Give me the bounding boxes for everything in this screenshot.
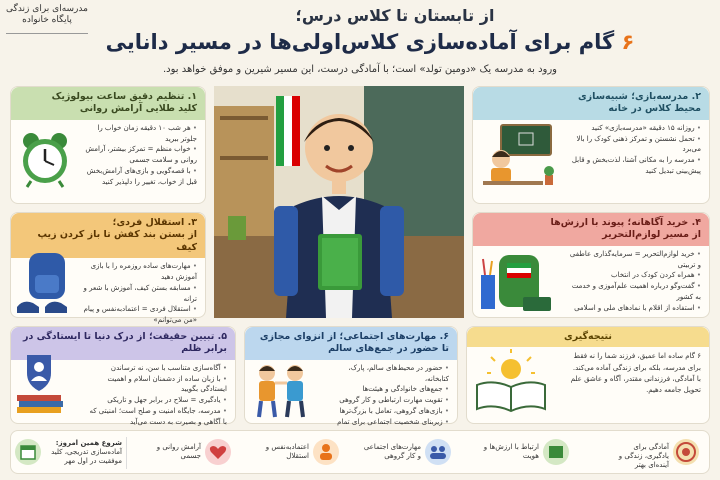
schoolboy-illustration: [214, 86, 464, 318]
benefit-label: ارتباط با ارزش‌ها و هویت: [483, 443, 539, 461]
card-4-title: ۴. خرید آگاهانه؛ پیوند با ارزش‌ها از مسیر لوازم‌التحریر: [473, 213, 709, 246]
card-step-5: [10, 326, 236, 424]
benefit-label: اعتماد‌به‌نفس و استقلال: [265, 443, 309, 461]
benefit-label: آمادگی برای یادگیری، زندگی و آینده‌ای بهتر: [618, 443, 669, 470]
alarm-clock-icon: [17, 129, 73, 189]
children-playing-icon: [249, 359, 313, 421]
card-step-3: [10, 212, 206, 325]
benefit-calm: [141, 437, 231, 469]
benefit-social: [351, 437, 451, 469]
conclusion-title: نتیجه‌گیری: [467, 327, 709, 347]
target-icon: [673, 439, 699, 465]
card-1-title: ۱. تنظیم دقیق ساعت بیولوژیک کلید طلایی آرامش روانی: [11, 87, 205, 120]
logo-line1: مدرسه‌ای برای زندگی: [6, 4, 88, 14]
open-book-sun-icon: [473, 351, 549, 415]
calendar-icon: [15, 439, 41, 465]
hero-photo: [214, 86, 464, 318]
conclusion-text: ۶ گام ساده اما عمیق، فرزند شما را نه فقط برای مدرسه، بلکه برای زندگی آماده می‌کند. با آمادگی، فرزندانی مقتدر، آگاه و عاشق علم تحویل جامعه دهیم.: [570, 352, 701, 394]
list-item: • حضور در محیط‌های سالم، پارک، کتابخانه،: [325, 363, 449, 385]
benefit-label: آرامش روانی و جسمی: [156, 443, 201, 461]
card-2-list: [559, 120, 709, 177]
logo-line2: پایگاه خانواده: [22, 14, 72, 25]
book-icon: [543, 439, 569, 465]
list-item: • با زبان ساده از دشمنان اسلام و اهمیت ایستادگی بگویید: [87, 374, 227, 396]
list-item: • تحمل نشستن و تمرکز ذهنی کودک را بالا می‌برد: [567, 134, 701, 156]
backpack-shoes-icon: [15, 249, 75, 315]
benefit-learning: [579, 437, 699, 469]
list-item: • مهارت‌های ساده روزمره را با بازی آموزش دهید: [83, 261, 197, 283]
list-item: • مدرسه، جایگاه امنیت و صلح است؛ امنیتی که با آگاهی و بصیرت به دست می‌آید: [87, 406, 227, 428]
card-step-4: [472, 212, 710, 318]
card-3-title: ۳. استقلال فردی؛ از بستن بند کفش تا باز کردن زیپ کیف: [11, 213, 205, 258]
card-6-list: [317, 360, 457, 439]
list-item: • تقویت مهارت ارتباطی و کار گروهی: [325, 395, 449, 406]
list-item: • خرید لوازم‌التحریر = سرمایه‌گذاری عاطفی و تربیتی: [567, 249, 701, 271]
start-title: شروع همین امروز:: [55, 439, 122, 447]
card-6-title: ۶. مهارت‌های اجتماعی؛ از انزوای مجازی تا حضور در جمع‌های سالم: [245, 327, 457, 360]
card-3-list: [75, 258, 205, 326]
card-1-list: [75, 120, 205, 188]
card-step-2: [472, 86, 710, 204]
benefit-label: مهارت‌های اجتماعی و کار گروهی: [363, 443, 421, 461]
list-item: • روزانه ۱۵ دقیقه «مدرسه‌بازی» کنید: [567, 123, 701, 134]
card-5-title: ۵. تبیین حقیقت؛ از درک دنیا تا ایستادگی در برابر ظلم: [11, 327, 235, 360]
start-desc: آماده‌سازی تدریجی، کلید موفقیت در اول مهر: [51, 448, 122, 466]
title-line2: [60, 30, 680, 54]
list-item: • با قصه‌گویی و بازی‌های آرامش‌بخش قبل از خواب، تغییر را دلپذیر کنید: [83, 166, 197, 188]
list-item: • گفت‌وگو درباره اهمیت علم‌آموزی و خدمت به کشور: [567, 281, 701, 303]
person-icon: [313, 439, 339, 465]
list-item: • هر شب ۱۰ دقیقه زمان خواب را جلوتر ببرید: [83, 123, 197, 145]
list-item: • یادگیری = سلاح در برابر جهل و تاریکی: [87, 395, 227, 406]
heart-icon: [205, 439, 231, 465]
group-icon: [425, 439, 451, 465]
list-item: • مسابقه بستن کیف، آموزش با شعر و ترانه: [83, 283, 197, 305]
title-rest: گام برای آماده‌سازی کلاس‌اولی‌ها در مسیر دانایی: [105, 30, 615, 54]
list-item: • زیربنای شخصیت اجتماعی برای تمام: [325, 417, 449, 439]
card-4-list: [559, 246, 709, 314]
title-line1: از تابستان تا کلاس درس؛: [295, 6, 495, 25]
list-item: • همراه کردن کودک در انتخاب: [567, 270, 701, 281]
benefit-values: [459, 437, 569, 469]
card-step-6: [244, 326, 458, 424]
intro-text: ورود به مدرسه یک «دومین تولد» است؛ با آمادگی درست، این مسیر شیرین و موفق خواهد بود.: [162, 64, 558, 75]
list-item: • جمع‌های خانوادگی و هیئت‌ها: [325, 384, 449, 395]
start-text: [42, 439, 122, 466]
child-studying-icon: [479, 123, 555, 195]
title-number: ۶: [621, 30, 635, 54]
card-2-title: ۲. مدرسه‌بازی؛ شبیه‌سازی محیط کلاس در خانه: [473, 87, 709, 120]
bottom-benefits-bar: [10, 430, 710, 474]
list-item: • بازی‌های گروهی، تعامل با بزرگ‌ترها: [325, 406, 449, 417]
shield-books-icon: [15, 351, 71, 417]
list-item: • استفاده از اقلام با نمادهای ملی و اسلامی: [567, 303, 701, 314]
start-today: [15, 437, 127, 469]
list-item: • مدرسه را به مکانی آشنا، لذت‌بخش و قابل پیش‌بینی تبدیل کنید: [567, 155, 701, 177]
benefit-confidence: [244, 437, 339, 469]
list-item: • خواب منظم = تمرکز بیشتر، آرامش روانی و سلامت جسمی: [83, 144, 197, 166]
green-backpack-flag-icon: [479, 249, 553, 315]
card-conclusion: [466, 326, 710, 424]
list-item: • آگاه‌سازی متناسب با سن، نه ترساندن: [87, 363, 227, 374]
card-5-list: [79, 360, 235, 428]
card-step-1: [10, 86, 206, 204]
list-item: • استقلال فردی = اعتماد‌به‌نفس و پیام «من می‌توانم»: [83, 304, 197, 326]
